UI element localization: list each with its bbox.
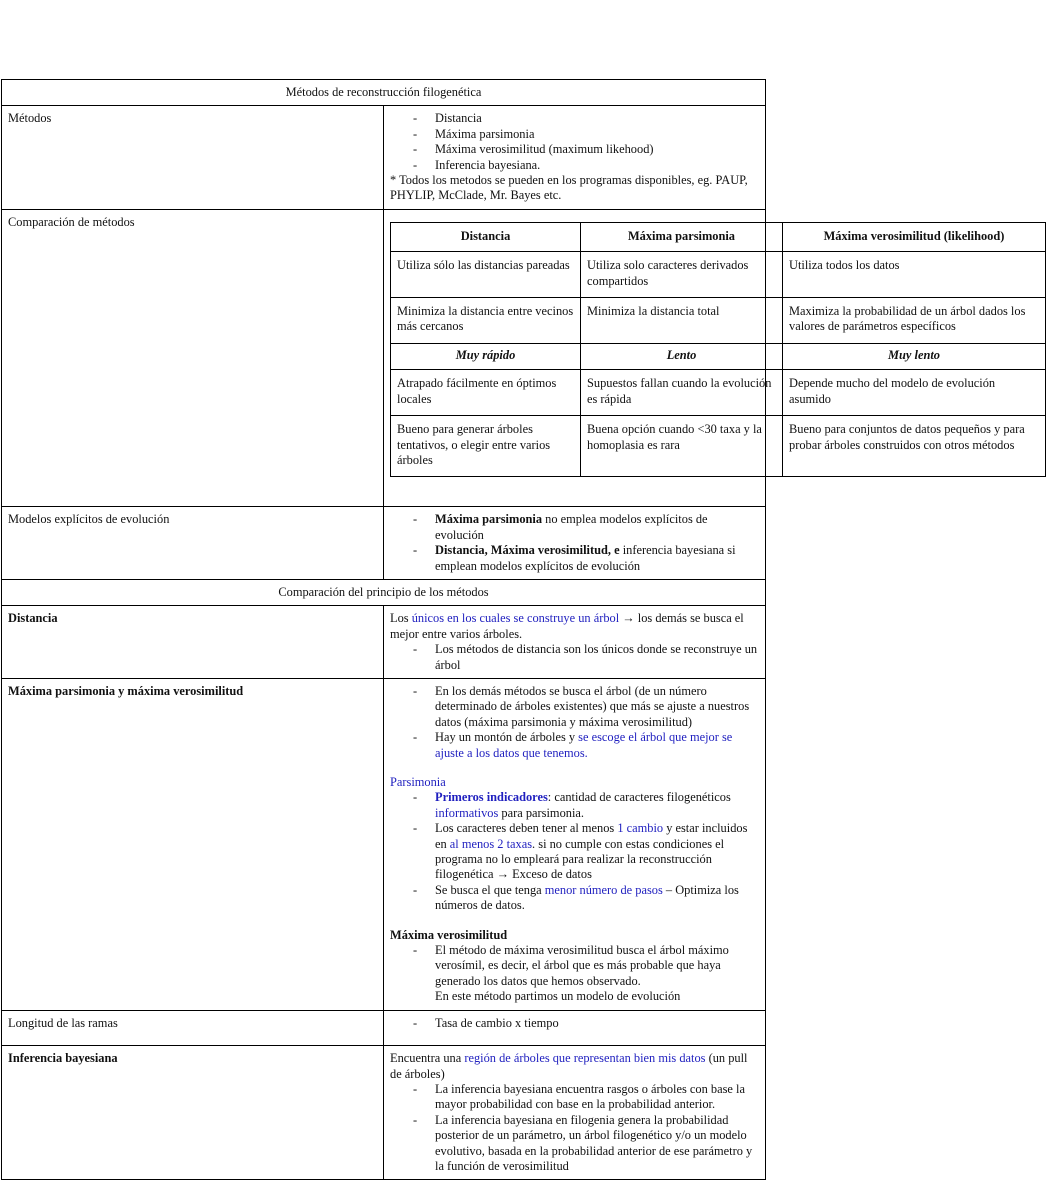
principio-title-row xyxy=(2,579,766,605)
distancia-row xyxy=(2,606,766,679)
list-item xyxy=(390,730,759,761)
list-item xyxy=(390,543,759,574)
modelos-content xyxy=(384,507,766,580)
bayes-list xyxy=(390,1082,759,1174)
list-item xyxy=(390,883,759,914)
bayes-row xyxy=(2,1046,766,1180)
table-row xyxy=(391,298,1046,344)
modelos-list xyxy=(390,512,759,574)
list-item: - En los demás métodos se busca el árbol (de un número determinado de árboles existentes) que más se ajuste a nuestros datos (máxima parsimonia y máxima verosimilitud) xyxy=(390,684,759,730)
table-cell: Buena opción cuando <30 taxa y la homoplasia es rara xyxy=(581,416,783,477)
comparacion-label: Comparación de métodos xyxy=(2,209,384,506)
section-title: Comparación del principio de los métodos xyxy=(2,579,766,605)
list-item xyxy=(390,821,759,883)
text: Encuentra una xyxy=(390,1051,465,1066)
paragraph xyxy=(390,611,759,642)
speed-cell: Muy lento xyxy=(783,343,1046,369)
highlight-text: informativos xyxy=(435,805,499,820)
highlight-text: región de árboles que representan bien mis datos xyxy=(464,1051,706,1066)
text: : cantidad de caracteres filogenéticos xyxy=(547,790,731,805)
comparison-table xyxy=(390,222,1046,477)
table-cell: Supuestos fallan cuando la evolución es rápida xyxy=(581,370,783,416)
distancia-list xyxy=(390,642,759,673)
list-item: - La inferencia bayesiana en filogenia genera la probabilidad posterior de un parámetro, un árbol filogenético y/o un modelo evolutivo, basada en la probabilidad anterior de ese parámetro y la función de verosimilitud xyxy=(390,1113,759,1175)
table-title: Métodos de reconstrucción filogenética xyxy=(2,80,766,106)
table-cell: Depende mucho del modelo de evolución asumido xyxy=(783,370,1046,416)
metodos-note: * Todos los metodos se pueden en los programas disponibles, eg. PAUP, PHYLIP, McClade, Mr. Bayes etc. xyxy=(390,173,748,203)
modelos-row xyxy=(2,507,766,580)
bayes-label: Inferencia bayesiana xyxy=(2,1046,384,1180)
list-item xyxy=(390,790,759,821)
header-verosimilitud: Máxima verosimilitud (likelihood) xyxy=(783,222,1046,251)
modelos-label: Modelos explícitos de evolución xyxy=(2,507,384,580)
longitud-content xyxy=(384,1010,766,1045)
verosimilitud-list xyxy=(390,943,759,1005)
text: Se busca el que tenga xyxy=(435,882,545,897)
table-cell: Utiliza sólo las distancias pareadas xyxy=(391,252,581,298)
comparacion-row xyxy=(2,209,766,506)
maxpar-label: Máxima parsimonia y máxima verosimilitud xyxy=(2,678,384,1010)
header-distancia: Distancia xyxy=(391,222,581,251)
parsimonia-list xyxy=(390,790,759,913)
text: . si no cumple con estas condiciones el programa no lo empleará para realizar la reconstrucción filogenética → Exceso de datos xyxy=(435,836,725,882)
table-cell: Minimiza la distancia total xyxy=(581,298,783,344)
text: para parsimonia. xyxy=(498,805,584,820)
verosimilitud-heading: Máxima verosimilitud xyxy=(390,927,508,942)
text: – Optimiza los números de datos. xyxy=(435,882,739,913)
text: En este método partimos un modelo de evolución xyxy=(435,989,681,1004)
bayes-content xyxy=(384,1046,766,1180)
list-item: - Los métodos de distancia son los únicos donde se reconstruye un árbol xyxy=(390,642,759,673)
list-item: - Distancia xyxy=(390,111,759,126)
highlight-text: al menos 2 taxas xyxy=(449,836,533,851)
list-item: - Máxima verosimilitud (maximum likehood) xyxy=(390,142,759,157)
speed-cell: Lento xyxy=(581,343,783,369)
metodos-list xyxy=(390,111,759,173)
phylogeny-methods-table xyxy=(1,79,1026,1180)
metodos-content xyxy=(384,106,766,209)
highlight-text: 1 cambio xyxy=(617,821,664,836)
text: → los demás se busca el mejor entre varios árboles. xyxy=(390,611,744,641)
metodos-label: Métodos xyxy=(2,106,384,209)
table-cell: Maximiza la probabilidad de un árbol dados los valores de parámetros específicos xyxy=(783,298,1046,344)
table-row xyxy=(391,370,1046,416)
table-cell: Minimiza la distancia entre vecinos más cercanos xyxy=(391,298,581,344)
title-row xyxy=(2,80,766,106)
longitud-label: Longitud de las ramas xyxy=(2,1010,384,1045)
text: no emplea modelos explícitos de evolución xyxy=(435,512,708,542)
bold-text: Máxima parsimonia xyxy=(435,512,543,527)
table-row xyxy=(391,343,1046,369)
table-cell: Bueno para generar árboles tentativos, o elegir entre varios árboles xyxy=(391,416,581,477)
header-parsimonia: Máxima parsimonia xyxy=(581,222,783,251)
list-item xyxy=(390,512,759,543)
table-row xyxy=(391,222,1046,251)
table-row xyxy=(391,252,1046,298)
speed-cell: Muy rápido xyxy=(391,343,581,369)
highlight-text: únicos en los cuales se construye un árbol xyxy=(411,611,620,626)
list-item: - Inferencia bayesiana. xyxy=(390,158,759,173)
table-cell: Utiliza todos los datos xyxy=(783,252,1046,298)
distancia-content xyxy=(384,606,766,679)
text: Los xyxy=(390,611,412,626)
text: El método de máxima verosimilitud busca el árbol máximo verosímil, es decir, el árbol que es más probable que haya generado los datos que hemos observado. xyxy=(435,943,729,988)
maxpar-row xyxy=(2,678,766,1010)
longitud-list xyxy=(390,1016,759,1031)
table-row xyxy=(391,416,1046,477)
list-item: - Máxima parsimonia xyxy=(390,127,759,142)
text: y estar incluidos en xyxy=(435,821,748,851)
longitud-row xyxy=(2,1010,766,1045)
list-item: - La inferencia bayesiana encuentra rasgos o árboles con base la mayor probabilidad con base en la probabilidad anterior. xyxy=(390,1082,759,1113)
highlight-text: Primeros indicadores xyxy=(435,790,548,805)
table-cell: Bueno para conjuntos de datos pequeños y para probar árboles construidos con otros métodos xyxy=(783,416,1046,477)
list-item xyxy=(390,943,759,1005)
parsimonia-heading: Parsimonia xyxy=(390,775,446,789)
text: Hay un montón de árboles y xyxy=(435,730,579,745)
text: inferencia bayesiana si emplean modelos explícitos de evolución xyxy=(435,543,736,573)
metodos-row xyxy=(2,106,766,209)
maxpar-list xyxy=(390,684,759,761)
maxpar-content xyxy=(384,678,766,1010)
table-cell: Utiliza solo caracteres derivados compartidos xyxy=(581,252,783,298)
highlight-text: se escoge el árbol que mejor se ajuste a los datos que tenemos. xyxy=(435,730,733,760)
bold-text: Distancia, Máxima verosimilitud, e xyxy=(435,543,620,558)
text: (un pull de árboles) xyxy=(390,1051,748,1081)
text: Los caracteres deben tener al menos xyxy=(435,821,618,836)
distancia-label: Distancia xyxy=(2,606,384,679)
paragraph xyxy=(390,1051,759,1082)
table-cell: Atrapado fácilmente en óptimos locales xyxy=(391,370,581,416)
comparacion-content xyxy=(384,209,1026,506)
highlight-text: menor número de pasos xyxy=(544,882,663,897)
list-item: - Tasa de cambio x tiempo xyxy=(390,1016,759,1031)
